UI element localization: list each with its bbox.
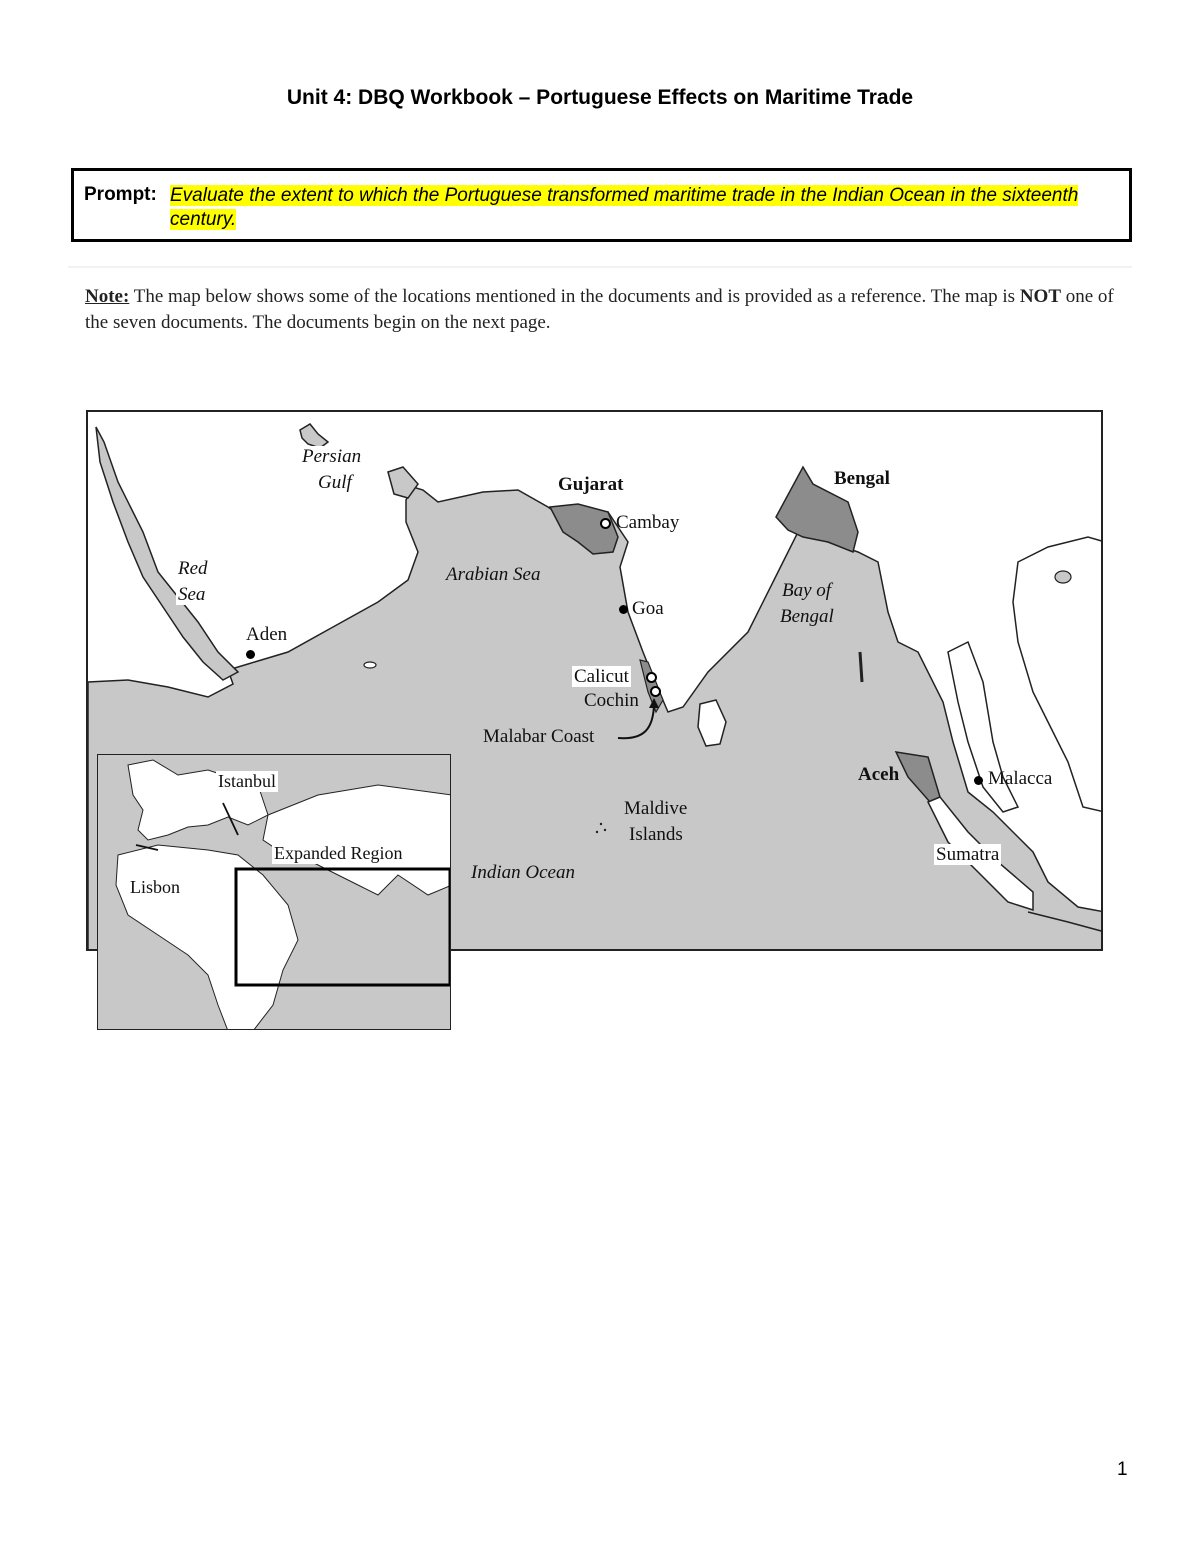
prompt-text [170, 184, 1120, 232]
marker-calicut [646, 672, 657, 683]
label-bengal: Bengal [834, 468, 890, 489]
marker-cochin [650, 686, 661, 697]
label-goa: Goa [632, 598, 664, 619]
maldive-islets [596, 831, 598, 833]
label-istanbul: Istanbul [218, 771, 276, 791]
prompt-highlighted-text: Evaluate the extent to which the Portuguese transformed maritime trade in the Indian Ocean in the sixteenth century. [170, 185, 1079, 230]
prompt-box [71, 168, 1132, 242]
label-islands: Islands [629, 824, 683, 845]
page-number: 1 [1117, 1459, 1128, 1480]
marker-goa [619, 605, 628, 614]
prompt-label: Prompt: [84, 184, 157, 205]
label-calicut: Calicut [574, 666, 629, 687]
note-paragraph [85, 284, 1115, 336]
maldive-islets [600, 823, 602, 825]
label-sumatra: Sumatra [936, 844, 1000, 865]
persian-gulf [300, 424, 328, 448]
label-aden: Aden [246, 624, 288, 645]
marker-malacca [974, 776, 983, 785]
maldive-islets [604, 829, 606, 831]
label-gujarat: Gujarat [558, 474, 624, 495]
inset-locator-map [97, 754, 451, 1030]
island [364, 662, 376, 668]
label-cochin: Cochin [584, 690, 639, 711]
label-bay-bengal: Bengal [780, 606, 834, 627]
note-emphasis: NOT [1019, 286, 1061, 307]
note-text-part2: one of the seven documents. The documents begin on the next page. [85, 286, 1114, 333]
label-expanded-region: Expanded Region [274, 843, 403, 863]
label-aceh: Aceh [858, 764, 900, 785]
label-indian-ocean: Indian Ocean [471, 862, 575, 883]
note-text-part1: The map below shows some of the locations mentioned in the documents and is provided as a reference. The map is [129, 286, 1020, 307]
marker-aden [246, 650, 255, 659]
divider [68, 266, 1132, 268]
label-gulf: Gulf [318, 472, 352, 493]
island [1055, 571, 1071, 583]
red-sea [96, 427, 238, 680]
label-malabar-coast: Malabar Coast [483, 726, 595, 747]
marker-cambay [600, 518, 611, 529]
label-arabian-sea: Arabian Sea [446, 564, 541, 585]
page-title: Unit 4: DBQ Workbook – Portuguese Effects on Maritime Trade [286, 86, 914, 109]
label-malacca: Malacca [988, 768, 1053, 789]
label-sea: Sea [178, 584, 206, 605]
label-bay-of: Bay of [782, 580, 832, 601]
label-persian: Persian [302, 446, 362, 467]
label-lisbon: Lisbon [130, 877, 181, 897]
label-maldive: Maldive [624, 798, 688, 819]
label-cambay: Cambay [616, 512, 680, 533]
note-label: Note: [85, 286, 130, 307]
label-red: Red [178, 558, 208, 579]
andaman-islands [860, 652, 862, 682]
